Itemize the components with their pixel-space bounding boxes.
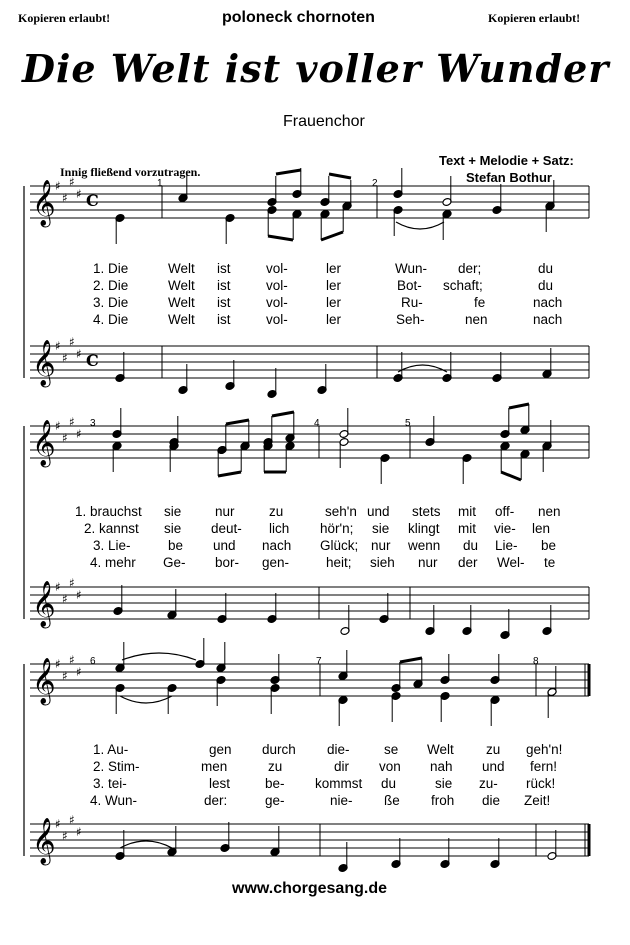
lyric-syllable: nen <box>465 312 488 327</box>
lyric-syllable: schaft; <box>443 278 483 293</box>
lyric-syllable: Seh- <box>396 312 425 327</box>
note-beam <box>268 236 293 240</box>
measure-number: 6 <box>90 656 96 667</box>
lyric-syllable: nach <box>533 312 563 327</box>
common-time-icon: C <box>86 191 99 210</box>
lyric-syllable: fern! <box>530 759 558 774</box>
lyric-syllable: lich <box>269 521 290 536</box>
sharp-icon: ♯ <box>62 191 68 205</box>
lyric-syllable: 3. Lie- <box>93 538 131 553</box>
tempo-marking: Innig fließend vorzutragen. <box>60 165 201 179</box>
lyric-syllable: Glück; <box>320 538 359 553</box>
lyric-syllable: 1. Au- <box>93 742 129 757</box>
sharp-icon: ♯ <box>62 431 68 445</box>
song-title: Die Welt ist voller Wunder <box>22 46 610 91</box>
lyric-syllable: seh'n <box>325 504 357 519</box>
measure-number: 5 <box>405 418 411 429</box>
treble-clef-icon: 𝄞 <box>32 658 56 704</box>
lyric-syllable: du <box>538 261 554 276</box>
note-beam <box>329 174 351 178</box>
lyric-syllable: be <box>168 538 184 553</box>
lyric-syllable: heit; <box>326 555 352 570</box>
note-beam <box>218 472 241 476</box>
lyric-syllable: ler <box>326 295 342 310</box>
sharp-icon: ♯ <box>62 592 68 606</box>
note-beam <box>501 472 521 480</box>
lyric-syllable: 4. Die <box>93 312 129 327</box>
lyric-syllable: froh <box>431 793 455 808</box>
header-publisher: poloneck chornoten <box>222 9 375 26</box>
footer-url: www.chorgesang.de <box>232 880 387 897</box>
header-right-note: Kopieren erlaubt! <box>488 11 581 25</box>
lyric-syllable: ist <box>217 278 231 293</box>
slur <box>396 222 444 229</box>
lyric-syllable: vol- <box>266 278 288 293</box>
lyric-syllable: gen- <box>262 555 290 570</box>
lyric-syllable: durch <box>262 742 296 757</box>
lyric-syllable: sie <box>164 521 182 536</box>
lyric-syllable: te <box>544 555 556 570</box>
lyric-syllable: die- <box>327 742 350 757</box>
lyric-syllable: Welt <box>168 295 195 310</box>
lyric-syllable: 3. tei- <box>93 776 127 791</box>
lyric-syllable: und <box>213 538 236 553</box>
lyric-syllable: 1. Die <box>93 261 129 276</box>
lyric-syllable: stets <box>412 504 441 519</box>
treble-clef-icon: 𝄞 <box>32 581 56 627</box>
lyric-syllable: Welt <box>168 261 195 276</box>
lyric-syllable: ist <box>217 261 231 276</box>
lyric-syllable: zu- <box>479 776 498 791</box>
lyric-syllable: nen <box>538 504 561 519</box>
lyric-syllable: Welt <box>427 742 454 757</box>
lyric-syllable: bor- <box>215 555 240 570</box>
measure-number: 2 <box>372 178 378 189</box>
lyric-syllable: Ge- <box>163 555 186 570</box>
lyric-syllable: vol- <box>266 261 288 276</box>
sharp-icon: ♯ <box>55 179 61 193</box>
note-beam <box>226 420 249 424</box>
lyric-syllable: ist <box>217 312 231 327</box>
measure-number: 1 <box>157 178 163 189</box>
treble-clef-icon: 𝄞 <box>32 420 56 466</box>
lyric-syllable: nur <box>215 504 235 519</box>
measure-number: 4 <box>314 418 320 429</box>
sharp-icon: ♯ <box>62 351 68 365</box>
treble-clef-icon: 𝄞 <box>32 340 56 386</box>
lyric-syllable: geh'n! <box>526 742 563 757</box>
lyric-syllable: nie- <box>330 793 353 808</box>
subtitle: Frauenchor <box>283 113 365 130</box>
lyric-syllable: klingt <box>408 521 440 536</box>
sharp-icon: ♯ <box>62 669 68 683</box>
credits-line-2: Stefan Bothur <box>466 170 552 185</box>
sharp-icon: ♯ <box>69 335 75 349</box>
lyric-syllable: du <box>463 538 479 553</box>
lyric-syllable: vol- <box>266 295 288 310</box>
lyric-syllable: hör'n; <box>320 521 354 536</box>
note-beam <box>509 404 529 408</box>
lyric-syllable: sie <box>372 521 390 536</box>
lyric-syllable: ler <box>326 312 342 327</box>
lyric-syllable: off- <box>495 504 515 519</box>
lyric-syllable: zu <box>269 504 284 519</box>
lyric-syllable: du <box>381 776 397 791</box>
sharp-icon: ♯ <box>76 427 82 441</box>
lyric-syllable: len <box>532 521 551 536</box>
measure-number: 3 <box>90 418 96 429</box>
lyric-syllable: Wel- <box>497 555 525 570</box>
note-beam <box>400 658 422 662</box>
lyric-syllable: der; <box>458 261 482 276</box>
sharp-icon: ♯ <box>76 825 82 839</box>
lyric-syllable: men <box>201 759 228 774</box>
lyric-syllable: Bot- <box>397 278 422 293</box>
lyric-syllable: 3. Die <box>93 295 129 310</box>
sharp-icon: ♯ <box>76 588 82 602</box>
lyric-syllable: be- <box>265 776 285 791</box>
lyric-syllable: der: <box>204 793 228 808</box>
lyric-syllable: 4. Wun- <box>90 793 138 808</box>
lyric-syllable: kommst <box>315 776 363 791</box>
lyric-syllable: fe <box>474 295 486 310</box>
lyric-syllable: nach <box>262 538 292 553</box>
credits-line-1: Text + Melodie + Satz: <box>439 153 574 168</box>
common-time-icon: C <box>86 351 99 370</box>
sharp-icon: ♯ <box>69 653 75 667</box>
sharp-icon: ♯ <box>55 817 61 831</box>
slur <box>398 365 447 372</box>
lyric-syllable: rück! <box>526 776 556 791</box>
lyric-syllable: Lie- <box>495 538 518 553</box>
lyric-syllable: du <box>538 278 554 293</box>
lyric-syllable: se <box>384 742 399 757</box>
lyric-syllable: 2. Stim- <box>93 759 140 774</box>
lyric-syllable: sieh <box>370 555 395 570</box>
slur <box>122 653 196 660</box>
lyric-syllable: ße <box>384 793 400 808</box>
treble-clef-icon: 𝄞 <box>32 180 56 226</box>
lyric-syllable: zu <box>268 759 283 774</box>
sharp-icon: ♯ <box>69 813 75 827</box>
lyric-syllable: mit <box>458 504 476 519</box>
lyric-syllable: Welt <box>168 312 195 327</box>
lyric-syllable: und <box>367 504 390 519</box>
lyric-syllable: sie <box>164 504 182 519</box>
lyric-syllable: lest <box>209 776 231 791</box>
lyric-syllable: ist <box>217 295 231 310</box>
sharp-icon: ♯ <box>69 415 75 429</box>
lyric-syllable: vol- <box>266 312 288 327</box>
lyric-syllable: ler <box>326 261 342 276</box>
sharp-icon: ♯ <box>55 339 61 353</box>
lyric-syllable: Wun- <box>395 261 428 276</box>
sharp-icon: ♯ <box>69 175 75 189</box>
sharp-icon: ♯ <box>62 829 68 843</box>
sharp-icon: ♯ <box>69 576 75 590</box>
lyric-syllable: 2. kannst <box>84 521 139 536</box>
lyric-syllable: der <box>458 555 478 570</box>
lyric-syllable: Zeit! <box>524 793 551 808</box>
lyric-syllable: 4. mehr <box>90 555 136 570</box>
treble-clef-icon: 𝄞 <box>32 818 56 864</box>
lyric-syllable: mit <box>458 521 476 536</box>
lyric-syllable: Welt <box>168 278 195 293</box>
lyric-syllable: dir <box>334 759 350 774</box>
lyric-syllable: ge- <box>265 793 285 808</box>
sharp-icon: ♯ <box>55 657 61 671</box>
sharp-icon: ♯ <box>55 419 61 433</box>
sharp-icon: ♯ <box>76 187 82 201</box>
lyric-syllable: 2. Die <box>93 278 129 293</box>
slur <box>120 841 172 848</box>
lyric-syllable: 1. brauchst <box>75 504 142 519</box>
sharp-icon: ♯ <box>55 580 61 594</box>
measure-number: 8 <box>533 656 539 667</box>
lyric-syllable: nach <box>533 295 563 310</box>
lyric-syllable: zu <box>486 742 501 757</box>
lyric-syllable: ler <box>326 278 342 293</box>
lyric-syllable: wenn <box>408 538 441 553</box>
sharp-icon: ♯ <box>76 347 82 361</box>
slur <box>120 696 172 703</box>
measure-number: 7 <box>316 656 322 667</box>
note-beam <box>321 232 343 240</box>
lyric-syllable: nur <box>371 538 391 553</box>
lyric-syllable: nah <box>430 759 453 774</box>
lyric-syllable: deut- <box>211 521 242 536</box>
note-beam <box>276 170 301 174</box>
sharp-icon: ♯ <box>76 665 82 679</box>
lyric-syllable: von <box>379 759 401 774</box>
lyric-syllable: gen <box>209 742 232 757</box>
lyric-syllable: sie <box>435 776 453 791</box>
note-beam <box>272 412 294 416</box>
lyric-syllable: die <box>482 793 501 808</box>
lyric-syllable: nur <box>418 555 438 570</box>
header-left-note: Kopieren erlaubt! <box>18 11 111 25</box>
lyric-syllable: be <box>541 538 557 553</box>
lyric-syllable: Ru- <box>401 295 423 310</box>
lyric-syllable: und <box>482 759 505 774</box>
lyric-syllable: vie- <box>494 521 516 536</box>
